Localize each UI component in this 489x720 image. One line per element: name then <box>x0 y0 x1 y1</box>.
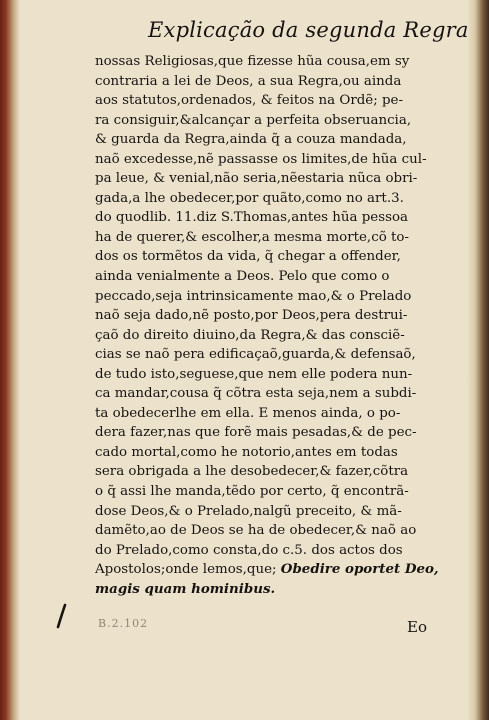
text-line: sera obrigada a lhe desobedecer,& fazer,cõtra <box>95 464 409 480</box>
text-line: çaõ do direito diuino,da Regra,& das consciẽ- <box>95 327 405 343</box>
body-text <box>95 52 445 599</box>
text-line-mixed <box>95 560 445 580</box>
text-line: dose Deos,& o Prelado,nalgũ preceito, & mã- <box>95 503 402 519</box>
text-line: naõ excedesse,nẽ passasse os limites,de hũa cul- <box>95 151 427 167</box>
text-line: cias se naõ pera edificaçaõ,guarda,& defensaõ, <box>95 347 416 363</box>
text-line: o q̃ assi lhe manda,tẽdo por certo, q̃ encontrã- <box>95 484 409 500</box>
text-line: pa leue, & venial,não seria,nẽestaria nũca obri- <box>95 171 418 187</box>
left-binding-edge <box>0 0 20 720</box>
text-line: peccado,seja intrinsicamente mao,& o Prelado <box>95 288 412 304</box>
text-line: contraria a lei de Deos, a sua Regra,ou ainda <box>95 73 402 89</box>
text-line: ra consiguir,&alcançar a perfeita obseruancia, <box>95 112 412 128</box>
text-line: ainda venialmente a Deos. Pelo que como o <box>95 269 390 285</box>
text-line-roman: Apostolos;onde lemos,que; <box>95 562 281 578</box>
text-line: naõ seja dado,nẽ posto,por Deos,pera destrui- <box>95 308 408 324</box>
text-line: dos os tormẽtos da vida, q̃ chegar a offender, <box>95 249 401 265</box>
ink-stroke-mark <box>55 603 69 629</box>
text-line: damẽto,ao de Deos se ha de obedecer,& naõ ao <box>95 523 417 539</box>
signature-mark: B.2.102 <box>98 617 149 630</box>
running-head: Explicação da segunda Regra <box>148 18 469 42</box>
text-line: gada,a lhe obedecer,por quãto,como no art.3. <box>95 190 404 206</box>
text-line: ta obedecerlhe em ella. E menos ainda, o po- <box>95 405 401 421</box>
text-line: do Prelado,como consta,do c.5. dos actos dos <box>95 542 403 558</box>
text-line: & guarda da Regra,ainda q̃ a couza mandada, <box>95 132 407 148</box>
text-line: aos statutos,ordenados, & feitos na Ordẽ; pe- <box>95 93 404 109</box>
text-line: ha de querer,& escolher,a mesma morte,cõ to- <box>95 229 409 245</box>
text-line: de tudo isto,seguese,que nem elle podera nun- <box>95 366 413 382</box>
text-line: ca mandar,cousa q̃ cõtra esta seja,nem a subdi- <box>95 386 417 402</box>
text-line: do quodlib. 11.diz S.Thomas,antes hũa pessoa <box>95 210 409 226</box>
text-line: nossas Religiosas,que fizesse hũa cousa,em sy <box>95 54 410 69</box>
text-line: dera fazer,nas que forẽ mais pesadas,& de pec- <box>95 425 417 441</box>
latin-quote: Obedire oportet Deo, <box>280 561 439 578</box>
right-page-edge <box>467 0 489 720</box>
text-line: cado mortal,como he notorio,antes em todas <box>95 444 398 460</box>
catchword: Eo <box>407 618 427 636</box>
latin-quote-end: magis quam hominibus. <box>95 580 276 597</box>
